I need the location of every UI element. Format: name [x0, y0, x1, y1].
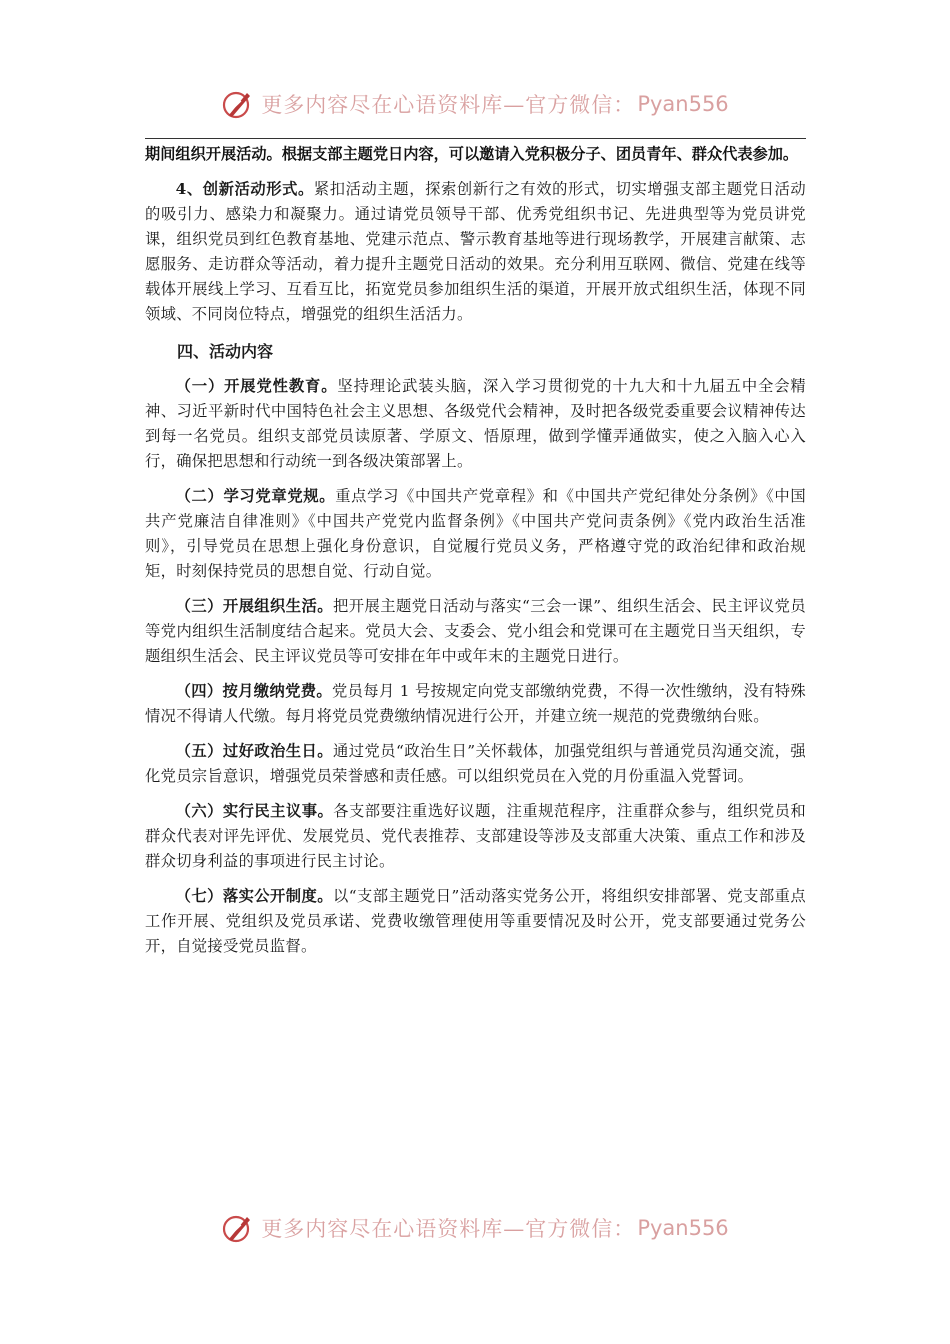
item-paragraph [145, 594, 806, 669]
banner-wechat-id: Pyan556 [637, 1216, 729, 1240]
item-lead: （二）学习党章党规。 [175, 487, 336, 505]
item-lead: （五）过好政治生日。 [175, 742, 334, 760]
item-text: 把开展主题党日活动与落实“三会一课”、组织生活会、民主评议党员等党内组织生活制度结合起来。党员大会、支委会、党小组会和党课可在主题党日当天组织，专题组织生活会、民主评议党员等可安排在年中或年末的主题党日进行。 [145, 597, 806, 665]
banner-text: 更多内容尽在心语资料库—官方微信： [261, 1217, 636, 1241]
item-lead: （四）按月缴纳党费。 [175, 682, 333, 700]
quill-logo-icon [221, 1211, 255, 1245]
section-heading: 四、活动内容 [177, 342, 274, 361]
item-text: 党员每月 1 号按规定向党支部缴纳党费，不得一次性缴纳，没有特殊情况不得请人代缴。每月将党员党费缴纳情况进行公开，并建立统一规范的党费缴纳台账。 [145, 682, 806, 725]
item-paragraph [145, 484, 806, 584]
header-divider [145, 138, 806, 139]
item-text: 重点学习《中国共产党章程》和《中国共产党纪律处分条例》《中国共产党廉洁自律准则》《中国共产党党内监督条例》《中国共产党问责条例》《党内政治生活准则》，引导党员在思想上强化身份意识，自觉履行党员义务，严格遵守党的政治纪律和政治规矩，时刻保持党员的思想自觉、行动自觉。 [145, 487, 806, 580]
item-paragraph [145, 374, 806, 474]
item-paragraph [145, 739, 806, 789]
item-text: 各支部要注重选好议题，注重规范程序，注重群众参与，组织党员和群众代表对评先评优、发展党员、党代表推荐、支部建设等涉及支部重大决策、重点工作和涉及群众切身利益的事项进行民主讨论。 [145, 802, 806, 870]
item-paragraph [145, 679, 806, 729]
item-lead: （三）开展组织生活。 [175, 597, 334, 615]
header-banner [0, 82, 950, 126]
item-lead: （一）开展党性教育。 [175, 377, 338, 395]
item-lead: （七）落实公开制度。 [175, 887, 334, 905]
item-text: 坚持理论武装头脑，深入学习贯彻党的十九大和十九届五中全会精神、习近平新时代中国特色社会主义思想、各级党代会精神，及时把各级党委重要会议精神传达到每一名党员。组织支部党员读原著、学原文、悟原理，做到学懂弄通做实，使之入脑入心入行，确保把思想和行动统一到各级决策部署上。 [145, 377, 806, 470]
footer-banner [0, 1206, 950, 1250]
item-text: 通过党员“政治生日”关怀载体，加强党组织与普通党员沟通交流，强化党员宗旨意识，增强党员荣誉感和责任感。可以组织党员在入党的月份重温入党誓词。 [145, 742, 806, 785]
item-paragraph [145, 884, 806, 959]
item-text: 以“支部主题党日”活动落实党务公开，将组织安排部署、党支部重点工作开展、党组织及党员承诺、党费收缴管理使用等重要情况及时公开，党支部要通过党务公开，自觉接受党员监督。 [145, 887, 806, 955]
banner-wechat-id: Pyan556 [637, 92, 729, 116]
paragraph-text: 紧扣活动主题，探索创新行之有效的形式，切实增强支部主题党日活动的吸引力、感染力和凝聚力。通过请党员领导干部、优秀党组织书记、先进典型等为党员讲党课，组织党员到红色教育基地、党建示范点、警示教育基地等进行现场教学，开展建言献策、志愿服务、走访群众等活动，着力提升主题党日活动的效果。充分利用互联网、微信、党建在线等载体开展线上学习、互看互比，拓宽党员参加组织生活的渠道，开展开放式组织生活，体现不同领域、不同岗位特点，增强党的组织生活活力。 [145, 180, 806, 323]
paragraph-lead: 4、创新活动形式。 [175, 180, 314, 198]
item-lead: （六）实行民主议事。 [175, 802, 334, 820]
paragraph-innovate-forms [145, 177, 806, 327]
document-body [145, 142, 806, 959]
quill-logo-icon [221, 87, 255, 121]
continuation-paragraph: 期间组织开展活动。根据支部主题党日内容，可以邀请入党积极分子、团员青年、群众代表参加。 [145, 145, 799, 163]
banner-text: 更多内容尽在心语资料库—官方微信： [261, 93, 636, 117]
item-paragraph [145, 799, 806, 874]
